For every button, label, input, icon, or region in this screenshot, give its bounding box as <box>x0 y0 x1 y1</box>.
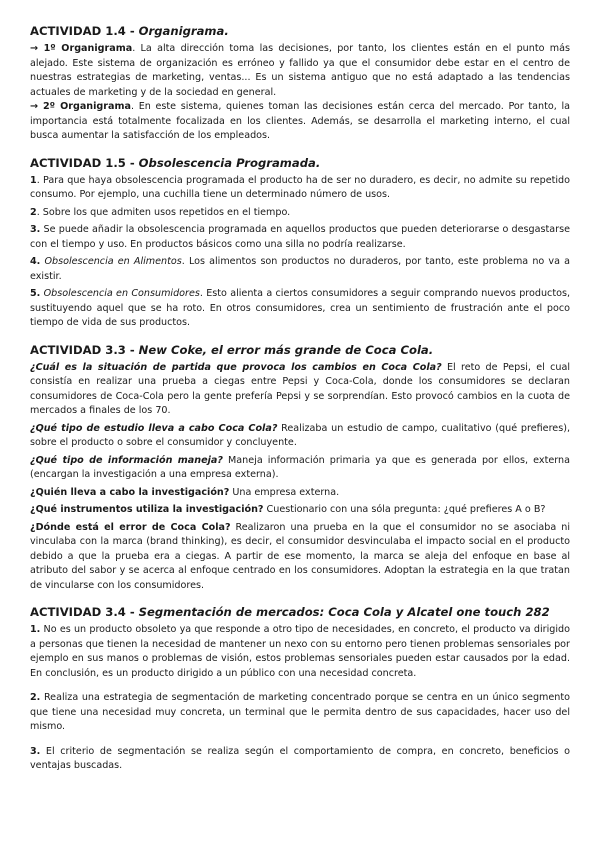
section-title: ACTIVIDAD 1.5 - Obsolescencia Programada. <box>30 155 321 170</box>
section-actividad-1-4 <box>30 24 570 144</box>
list-item: 1. Para que haya obsolescencia programada el producto ha de ser no duradero, es decir, no admite su repetido consumo. Por ejemplo, una cuchilla tiene un determinado número de usos. <box>30 174 570 200</box>
list-item: 2. Realiza una estrategia de segmentación de marketing concentrado porque se centra en un único segmento que tiene una necesidad muy concreta, un terminal que le permita dentro de sus capacidades, hacer uso del mismo. <box>30 692 570 732</box>
section-actividad-3-4 <box>30 605 570 774</box>
list-item: 1. No es un producto obsoleto ya que responde a otro tipo de necesidades, en concreto, el producto va dirigido a personas que tienen la necesidad de mantener un nexo con su entorno pero tienen problemas sensoriales por ejemplo en sus manos o problemas de visión, estos problemas sensoriales pueden estar causados por la edad. En conclusión, es un producto dirigido a un público con una necesidad concreta. <box>30 624 570 679</box>
paragraph-organigrama-2: → 2º Organigrama. En este sistema, quienes toman las decisiones están cerca del mercado. Por tanto, la importancia está totalmente focalizada en los clientes. Además, se desarrolla el marketing interno, el cual busca aumentar la satisfacción de los empleados. <box>30 101 571 141</box>
list-item: 5. Obsolescencia en Consumidores. Esto alienta a ciertos consumidores a seguir comprando nuevos productos, sustituyendo aquel que se ha roto. En otros consumidores, crea un sentimiento de frustración ante el poco tiempo de vida de sus productos. <box>30 288 571 328</box>
qa-item: ¿Quién lleva a cabo la investigación? Una empresa externa. <box>30 486 340 498</box>
qa-item: ¿Dónde está el error de Coca Cola? Realizaron una prueba en la que el consumidor no se asociaba ni vinculaba con la marca (brand thinking), es decir, el consumidor desvinculaba el impacto social en el producto debido a que la prueba era a ciegas. A partir de ese momento, la marca se aleja del enfoque en base al atributo del sabor y se acerca al enfoque centrado en los consumidores. Adoptan la estrategia en la que tratan de vincularse con los consumidores. <box>30 521 570 591</box>
section-title: ACTIVIDAD 3.3 - New Coke, el error más grande de Coca Cola. <box>30 342 434 357</box>
section-actividad-1-5 <box>30 156 570 331</box>
list-item: 3. El criterio de segmentación se realiza según el comportamiento de compra, en concreto, beneficios o ventajas buscadas. <box>30 745 570 771</box>
paragraph-organigrama-1: → 1º Organigrama. La alta dirección toma las decisiones, por tanto, los clientes están en el punto más alejado. Este sistema de organización es erróneo y fallido ya que el consumidor debe estar en el centro de nuestras estrategias de marketing, ventas... Es un sistema antiguo que no está adaptado a las tendencias actuales de marketing y de la sociedad en general. <box>30 43 570 98</box>
qa-item: ¿Qué tipo de estudio lleva a cabo Coca Cola? Realizaba un estudio de campo, cualitativo (qué prefieres), sobre el producto o sobre el consumidor y concluyente. <box>30 422 570 448</box>
list-item: 2. Sobre los que admiten usos repetidos en el tiempo. <box>30 206 291 218</box>
section-title: ACTIVIDAD 1.4 - Organigrama. <box>30 24 229 38</box>
qa-item: ¿Qué tipo de información maneja? Maneja información primaria ya que es generada por ellos, externa (encargan la investigación a una empresa externa). <box>30 454 570 480</box>
qa-item: ¿Cuál es la situación de partida que provoca los cambios en Coca Cola? El reto de Pepsi, el cual consistía en realizar una prueba a ciegas entre Pepsi y Coca-Cola, donde los consumidores se declaran consumidores de Coca-Cola pero la gente prefería Pepsi y se sorprendían. Esto provocó cambios en la cuota de mercados a finales de los 70. <box>30 361 570 416</box>
list-item: 4. Obsolescencia en Alimentos. Los alimentos son productos no duraderos, por tanto, este problema no va a existir. <box>30 256 570 282</box>
qa-item: ¿Qué instrumentos utiliza la investigación? Cuestionario con una sóla pregunta: ¿qué prefieres A o B? <box>30 504 546 515</box>
list-item: 3. Se puede añadir la obsolescencia programada en aquellos productos que pueden deteriorarse o desgastarse con el tiempo y uso. En productos básicos como una silla no podría realizarse. <box>30 224 570 250</box>
section-actividad-3-3 <box>30 343 570 594</box>
section-title: ACTIVIDAD 3.4 - Segmentación de mercados: Coca Cola y Alcatel one touch 282 <box>30 605 550 619</box>
